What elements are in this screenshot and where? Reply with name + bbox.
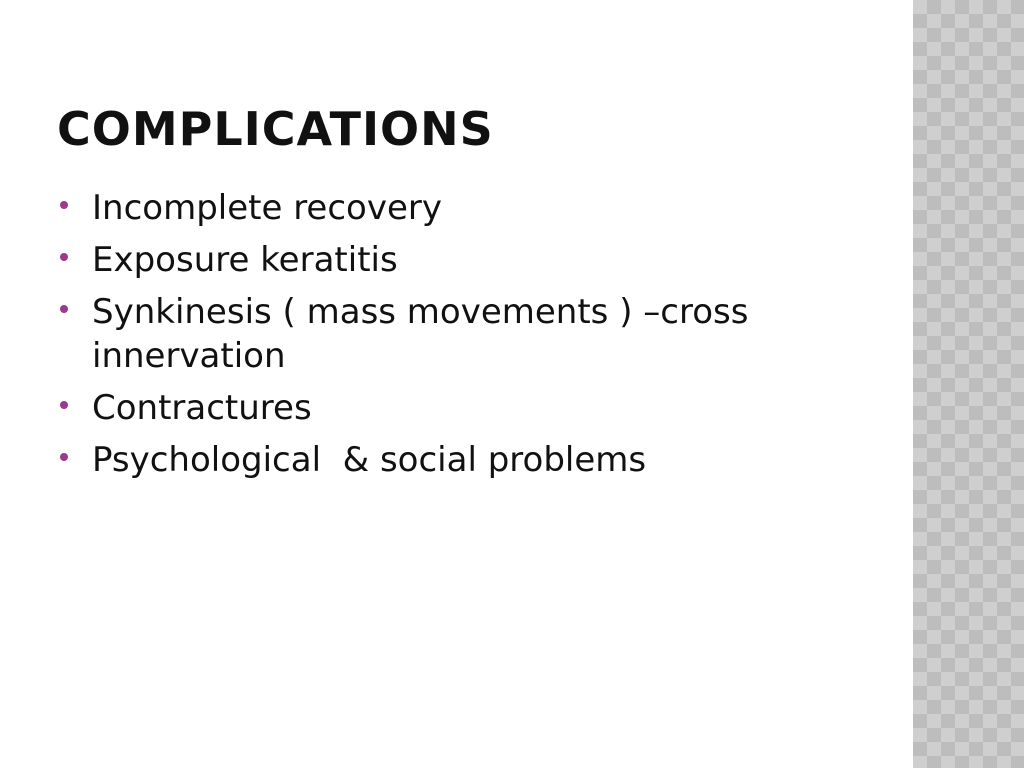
list-item [57, 186, 837, 230]
bullet-icon [60, 201, 68, 209]
bullet-icon [60, 401, 68, 409]
bullet-icon [60, 253, 68, 261]
slide-title: COMPLICATIONS [57, 102, 494, 156]
list-item [57, 238, 837, 282]
list-item-text: Incomplete recovery [92, 188, 442, 228]
list-item-text: Psychological & social problems [92, 440, 647, 480]
list-item [57, 386, 837, 430]
bullet-icon [60, 305, 68, 313]
bullet-icon [60, 453, 68, 461]
list-item-text: Synkinesis ( mass movements ) –cross innervation [92, 292, 760, 376]
list-item [57, 290, 837, 378]
list-item-text: Exposure keratitis [92, 240, 398, 280]
list-item-text: Contractures [92, 388, 312, 428]
bullet-list [57, 186, 837, 490]
list-item [57, 438, 837, 482]
decorative-pattern-sidebar [913, 0, 1024, 768]
